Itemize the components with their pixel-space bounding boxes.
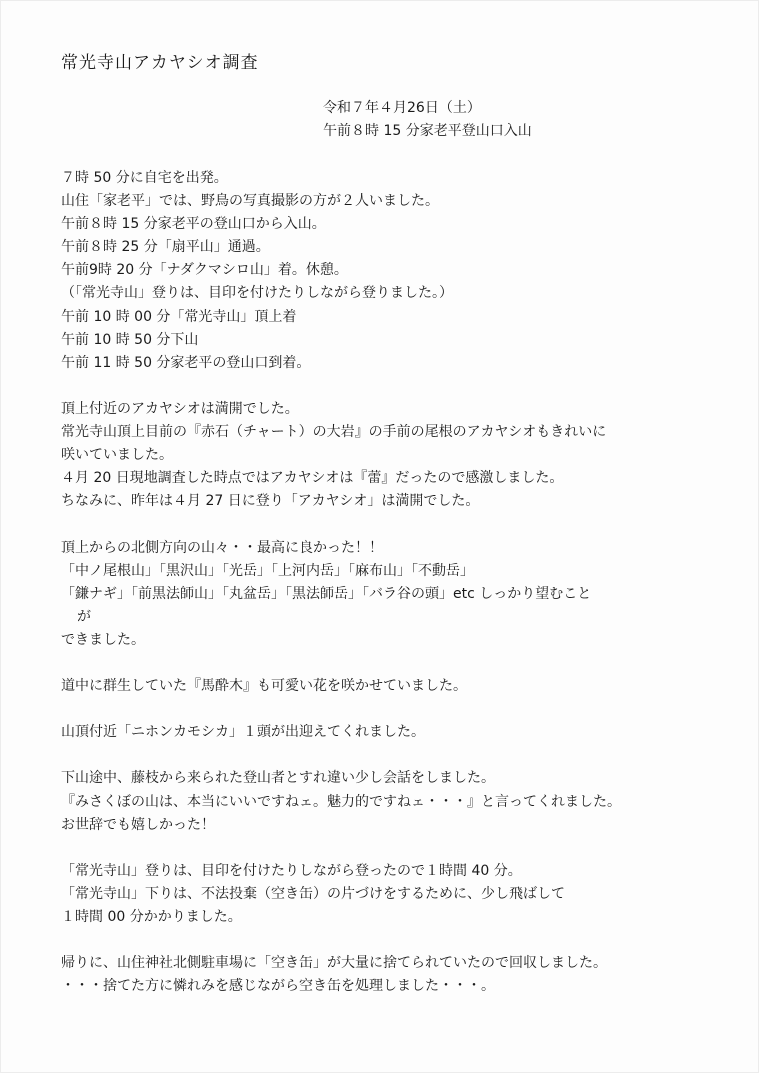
text-line: ７時 50 分に自宅を出発。 xyxy=(61,170,228,186)
text-line: ・・・捨てた方に憐れみを感じながら空き缶を処理しました・・・。 xyxy=(61,978,495,995)
text-line: 常光寺山頂上目前の『赤石（チャート）の大岩』の手前の尾根のアカヤシオもきれいに xyxy=(61,424,607,441)
text-line: 山住「家老平」では、野鳥の写真撮影の方が２人いました。 xyxy=(61,193,439,210)
paragraph-encounter xyxy=(61,767,731,836)
text-line: お世辞でも嬉しかった！ xyxy=(61,816,215,833)
text-line: 「常光寺山」下りは、不法投棄（空き缶）の片づけをするために、少し飛ばして xyxy=(61,885,565,902)
text-line: 午前 10 時 00 分「常光寺山」頂上着 xyxy=(61,308,297,325)
text-line: 『みさくぼの山は、本当にいいですねェ。魅力的ですねェ・・・』と言ってくれました。 xyxy=(61,793,621,810)
paragraph-spacer xyxy=(61,652,731,675)
paragraph-cleanup xyxy=(61,952,731,998)
text-line: 午前9時 20 分「ナダクマシロ山」着。休憩。 xyxy=(61,262,348,279)
paragraph-wildlife xyxy=(61,721,731,744)
start-time-line: 午前８時 15 分家老平登山口入山 xyxy=(323,123,532,140)
text-line: 午前 11 時 50 分家老平の登山口到着。 xyxy=(61,354,311,371)
text-line: できました。 xyxy=(61,631,145,648)
text-line: （「常光寺山」登りは、目印を付けたりしながら登りました。） xyxy=(61,285,453,302)
text-line: 帰りに、山住神社北側駐車場に「空き缶」が大量に捨てられていたので回収しました。 xyxy=(61,955,607,972)
text-line: 咲いていました。 xyxy=(61,447,173,464)
paragraph-spacer xyxy=(61,513,731,536)
paragraph-flowers xyxy=(61,675,731,698)
text-line: ちなみに、昨年は４月 27 日に登り「アカヤシオ」は満開でした。 xyxy=(61,493,480,510)
paragraph-spacer xyxy=(61,375,731,398)
paragraph-spacer xyxy=(61,837,731,860)
paragraph-spacer xyxy=(61,929,731,952)
date-block xyxy=(323,97,532,143)
paragraph-spacer xyxy=(61,744,731,767)
paragraph-bloom-status xyxy=(61,398,731,513)
paragraph-timeline xyxy=(61,167,731,375)
text-line: 頂上付近のアカヤシオは満開でした。 xyxy=(61,400,299,417)
text-line: 「常光寺山」登りは、目印を付けたりしながら登ったので１時間 40 分。 xyxy=(61,862,522,879)
text-line: 山頂付近「ニホンカモシカ」１頭が出迎えてくれました。 xyxy=(61,724,425,741)
text-line: ４月 20 日現地調査した時点ではアカヤシオは『蕾』だったので感激しました。 xyxy=(61,470,564,487)
text-line: 午前８時 25 分「扇平山」通過。 xyxy=(61,239,270,256)
text-line: 「鎌ナギ」「前黒法師山」「丸盆岳」「黒法師岳」「バラ谷の頭」etc しっかり望むこと xyxy=(61,585,592,602)
date-line: 令和７年４月26日（土） xyxy=(323,100,481,116)
paragraph-spacer xyxy=(61,698,731,721)
text-line: 下山途中、藤枝から来られた登山者とすれ違い少し会話をしました。 xyxy=(61,770,495,787)
text-line: １時間 00 分かかりました。 xyxy=(61,909,242,925)
report-body xyxy=(61,167,731,998)
text-line: 頂上からの北側方向の山々・・最高に良かった！！ xyxy=(61,539,383,556)
text-line: 「中ノ尾根山」「黒沢山」「光岳」「上河内岳」「麻布山」「不動岳」 xyxy=(61,562,474,579)
text-line: 午前８時 15 分家老平の登山口から入山。 xyxy=(61,216,326,233)
paragraph-duration xyxy=(61,860,731,929)
text-line: 道中に群生していた『馬酔木』も可愛い花を咲かせていました。 xyxy=(61,678,467,695)
document-title: 常光寺山アカヤシオ調査 xyxy=(61,53,259,73)
text-line: が xyxy=(77,608,91,625)
text-line: 午前 10 時 50 分下山 xyxy=(61,331,199,348)
paragraph-mountain-view xyxy=(61,537,731,652)
